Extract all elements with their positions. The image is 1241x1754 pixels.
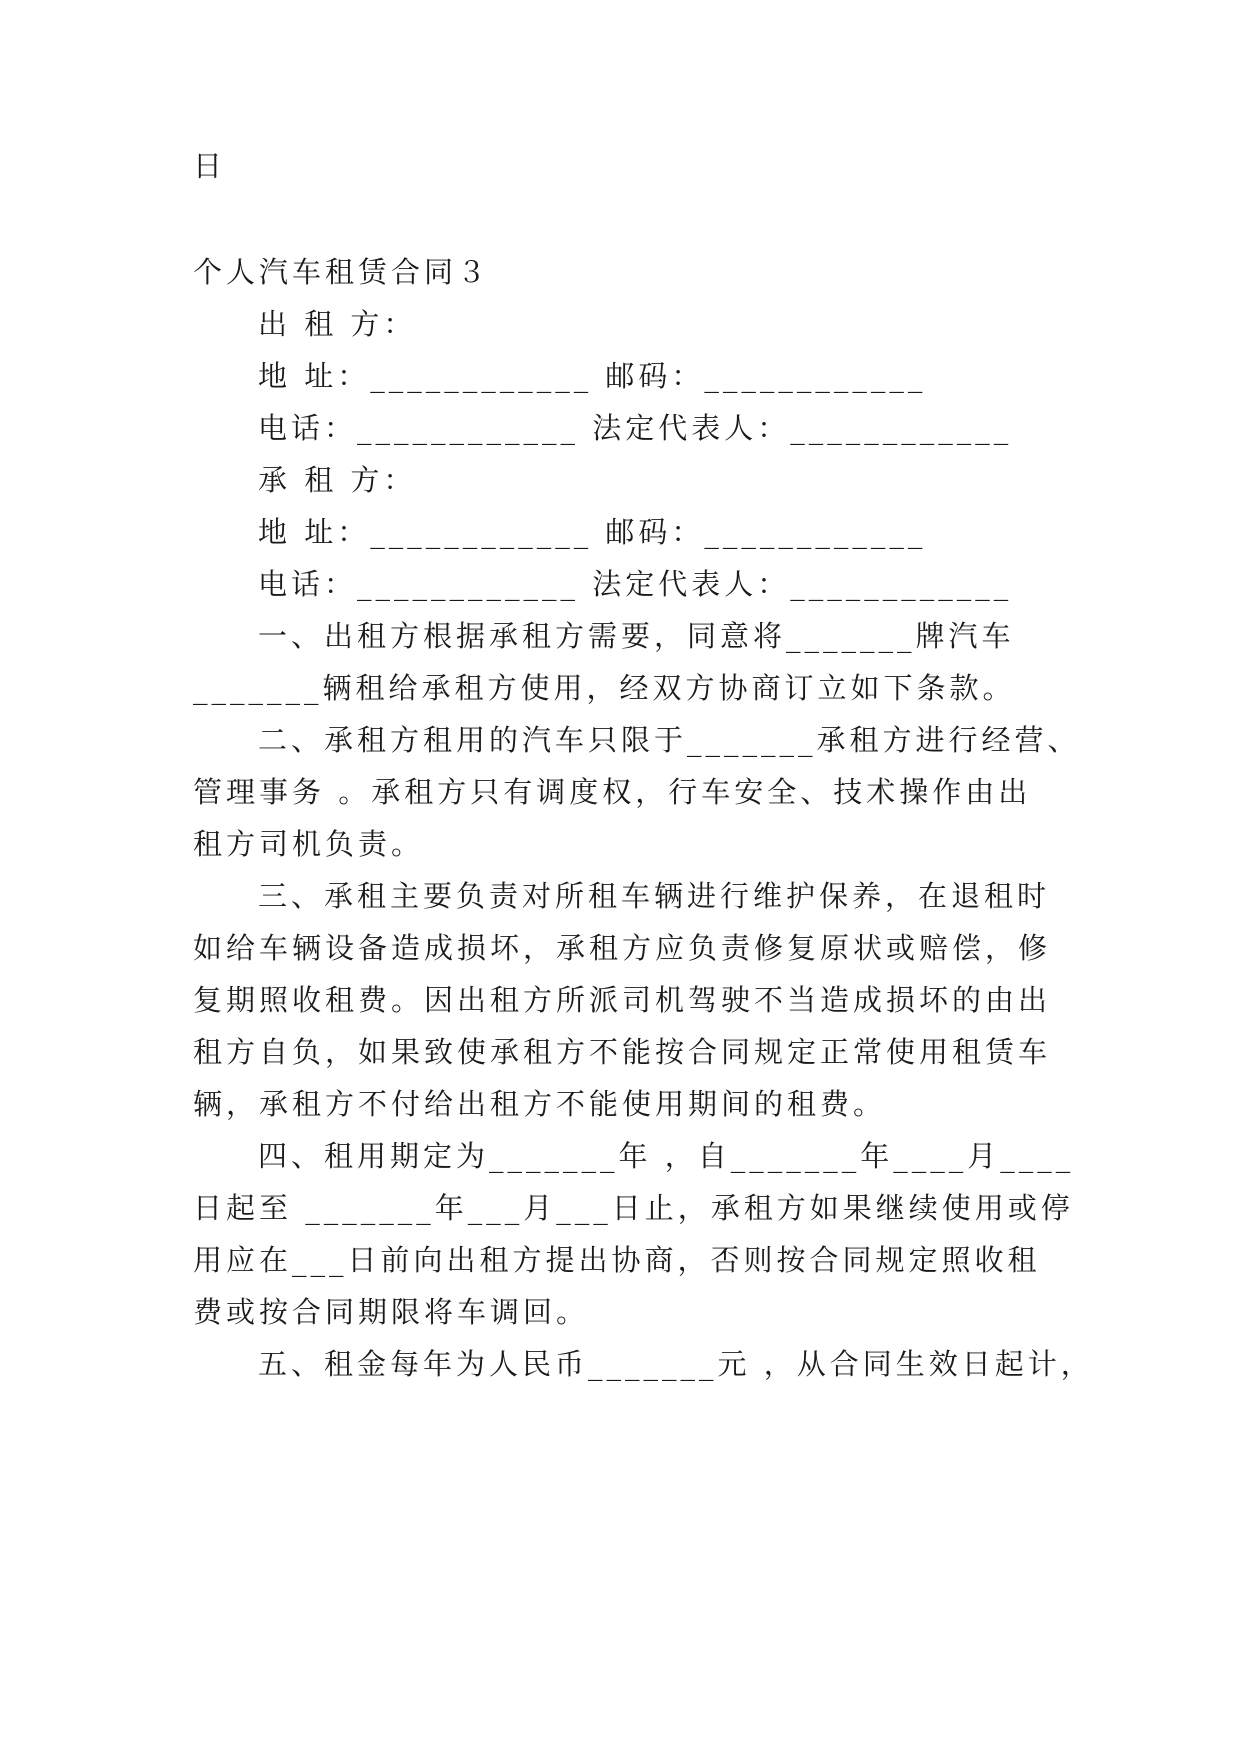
clause-1-line-2: _______辆租给承租方使用，经双方协商订立如下条款。 <box>193 671 1016 705</box>
lessor-phone-line: 电话：____________ 法定代表人：____________ <box>258 411 1013 445</box>
clause-4-line-2: 日起至 _______年___月___日止，承租方如果继续使用或停 <box>193 1191 1074 1225</box>
lessor-label: 出 租 方： <box>258 307 417 341</box>
clause-4-line-1: 四、租用期定为_______年 ，自_______年____月____ <box>258 1139 1075 1173</box>
lessee-address-line: 地 址：____________ 邮码：____________ <box>258 515 927 549</box>
clause-5-line-1: 五、租金每年为人民币_______元 ，从合同生效日起计， <box>258 1347 1094 1381</box>
document-title: 个人汽车租赁合同３ <box>193 255 491 289</box>
clause-1-line-1: 一、出租方根据承租方需要，同意将_______牌汽车 <box>258 619 1015 653</box>
lessor-address-line: 地 址：____________ 邮码：____________ <box>258 359 927 393</box>
clause-3-line-2: 如给车辆设备造成损坏，承租方应负责修复原状或赔偿，修 <box>193 931 1052 965</box>
lessee-label: 承 租 方： <box>258 463 417 497</box>
clause-3-line-4: 租方自负，如果致使承租方不能按合同规定正常使用租赁车 <box>193 1035 1052 1069</box>
clause-3-line-3: 复期照收租费。因出租方所派司机驾驶不当造成损坏的由出 <box>193 983 1052 1017</box>
clause-2-line-3: 租方司机负责。 <box>193 827 425 861</box>
clause-4-line-4: 费或按合同期限将车调回。 <box>193 1295 590 1329</box>
top-fragment: 日 <box>193 149 227 183</box>
clause-2-line-1: 二、承租方租用的汽车只限于_______承租方进行经营、 <box>258 723 1081 757</box>
lessee-phone-line: 电话：____________ 法定代表人：____________ <box>258 567 1013 601</box>
clause-4-line-3: 用应在___日前向出租方提出协商，否则按合同规定照收租 <box>193 1243 1041 1277</box>
clause-3-line-1: 三、承租主要负责对所租车辆进行维护保养，在退租时 <box>258 879 1051 913</box>
clause-2-line-2: 管理事务 。承租方只有调度权，行车安全、技术操作由出 <box>193 775 1032 809</box>
clause-3-line-5: 辆，承租方不付给出租方不能使用期间的租费。 <box>193 1087 887 1121</box>
